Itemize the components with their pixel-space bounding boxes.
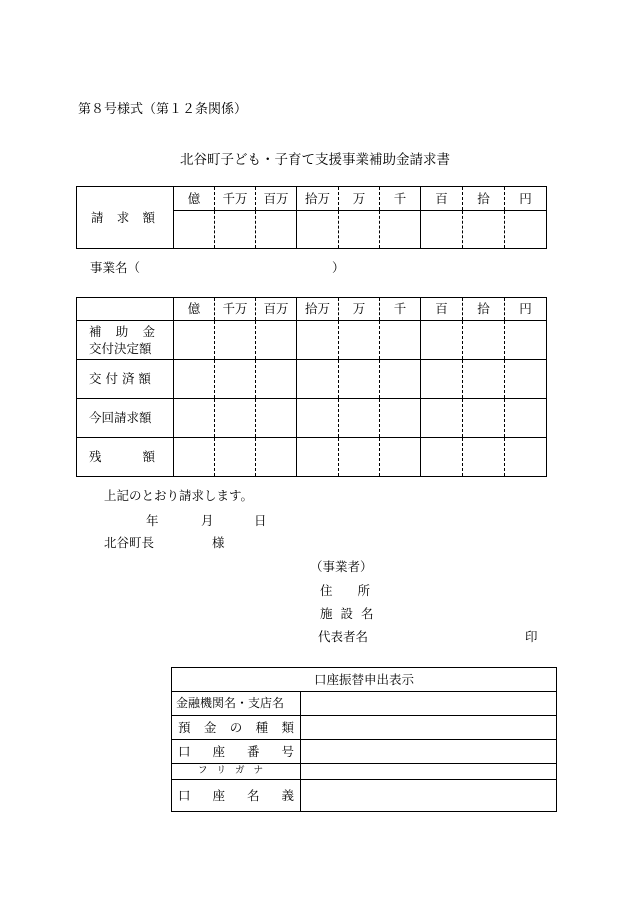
digit-cell[interactable] bbox=[215, 211, 256, 249]
decided-amount-line1: 補 助 金 bbox=[89, 323, 155, 339]
digit-cell[interactable] bbox=[297, 438, 339, 477]
unit-sen: 千 bbox=[380, 298, 421, 321]
unit-man: 万 bbox=[339, 187, 380, 211]
digit-cell[interactable] bbox=[256, 399, 297, 438]
unit-oku: 億 bbox=[174, 298, 215, 321]
unit-senman: 千万 bbox=[215, 187, 256, 211]
digit-cell[interactable] bbox=[297, 211, 339, 249]
digit-cell[interactable] bbox=[380, 360, 421, 399]
date-year: 年 bbox=[146, 513, 159, 528]
applicant-representative-field[interactable] bbox=[380, 625, 520, 643]
paid-amount-label: 交 付 済 額 bbox=[77, 360, 174, 399]
unit-juman: 拾万 bbox=[297, 187, 339, 211]
current-claim-label: 今回請求額 bbox=[77, 399, 174, 438]
request-statement: 上記のとおり請求します。 bbox=[104, 488, 254, 503]
unit-ju: 拾 bbox=[463, 187, 505, 211]
account-holder-label bbox=[172, 780, 301, 812]
digit-cell[interactable] bbox=[339, 399, 380, 438]
digit-cell[interactable] bbox=[463, 399, 505, 438]
furigana-label bbox=[172, 764, 301, 780]
claim-amount-table bbox=[76, 186, 547, 249]
digit-cell[interactable] bbox=[421, 321, 463, 360]
seal-mark: 印 bbox=[525, 629, 538, 644]
digit-cell[interactable] bbox=[215, 360, 256, 399]
applicant-address-field[interactable] bbox=[380, 579, 540, 597]
digit-cell[interactable] bbox=[174, 360, 215, 399]
digit-cell[interactable] bbox=[256, 360, 297, 399]
digit-cell[interactable] bbox=[297, 321, 339, 360]
balance-label-text: 残 額 bbox=[89, 449, 155, 465]
account-number-label bbox=[172, 740, 301, 764]
decided-amount-line2: 交付決定額 bbox=[89, 340, 152, 356]
bank-transfer-table bbox=[171, 667, 557, 812]
unit-hyaku: 百 bbox=[421, 298, 463, 321]
furigana-field[interactable] bbox=[301, 764, 557, 780]
addressee-name: 北谷町長 bbox=[104, 535, 155, 550]
applicant-heading: （事業者） bbox=[310, 559, 373, 574]
claim-amount-label-text: 請 求 額 bbox=[91, 209, 155, 225]
digit-cell[interactable] bbox=[380, 399, 421, 438]
digit-cell[interactable] bbox=[380, 321, 421, 360]
digit-cell[interactable] bbox=[505, 399, 547, 438]
digit-cell[interactable] bbox=[297, 360, 339, 399]
date-month: 月 bbox=[201, 513, 214, 528]
digit-cell[interactable] bbox=[421, 399, 463, 438]
unit-en: 円 bbox=[505, 298, 547, 321]
account-number-label-text: 口 座 番 号 bbox=[178, 743, 294, 759]
digit-cell[interactable] bbox=[505, 211, 547, 249]
page-title: 北谷町子ども・子育て支援事業補助金請求書 bbox=[180, 152, 450, 168]
digit-cell[interactable] bbox=[463, 360, 505, 399]
digit-cell[interactable] bbox=[215, 399, 256, 438]
digit-cell[interactable] bbox=[174, 321, 215, 360]
digit-cell[interactable] bbox=[421, 360, 463, 399]
digit-cell[interactable] bbox=[339, 321, 380, 360]
balance-label bbox=[77, 438, 174, 477]
digit-cell[interactable] bbox=[505, 360, 547, 399]
digit-cell[interactable] bbox=[505, 438, 547, 477]
unit-en: 円 bbox=[505, 187, 547, 211]
deposit-type-field[interactable] bbox=[301, 716, 557, 740]
digit-cell[interactable] bbox=[339, 211, 380, 249]
date-day: 日 bbox=[254, 513, 267, 528]
digit-cell[interactable] bbox=[297, 399, 339, 438]
account-holder-field[interactable] bbox=[301, 780, 557, 812]
project-name-close: ） bbox=[332, 260, 345, 275]
unit-hyakuman: 百万 bbox=[256, 187, 297, 211]
project-name-field[interactable] bbox=[150, 256, 330, 274]
unit-juman: 拾万 bbox=[297, 298, 339, 321]
header-empty-cell bbox=[77, 298, 174, 321]
digit-cell[interactable] bbox=[339, 360, 380, 399]
project-name-label: 事業名（ bbox=[90, 260, 141, 275]
claim-amount-label bbox=[77, 187, 174, 249]
digit-cell[interactable] bbox=[463, 438, 505, 477]
digit-cell[interactable] bbox=[380, 438, 421, 477]
digit-cell[interactable] bbox=[463, 321, 505, 360]
digit-cell[interactable] bbox=[174, 438, 215, 477]
digit-cell[interactable] bbox=[256, 438, 297, 477]
digit-cell[interactable] bbox=[421, 438, 463, 477]
unit-sen: 千 bbox=[380, 187, 421, 211]
addressee-honorific: 様 bbox=[212, 535, 225, 550]
unit-oku: 億 bbox=[174, 187, 215, 211]
digit-cell[interactable] bbox=[505, 321, 547, 360]
digit-cell[interactable] bbox=[174, 399, 215, 438]
subsidy-summary-table bbox=[76, 297, 547, 477]
account-holder-label-text: 口 座 名 義 bbox=[178, 787, 294, 803]
applicant-representative-label: 代表者名 bbox=[318, 629, 369, 644]
bank-name-label: 金融機関名・支店名 bbox=[172, 692, 301, 716]
form-number: 第８号様式（第１２条関係） bbox=[78, 102, 248, 117]
digit-cell[interactable] bbox=[339, 438, 380, 477]
unit-senman: 千万 bbox=[215, 298, 256, 321]
unit-ju: 拾 bbox=[463, 298, 505, 321]
applicant-address-label: 住 所 bbox=[320, 583, 371, 598]
digit-cell[interactable] bbox=[174, 211, 215, 249]
digit-cell[interactable] bbox=[256, 321, 297, 360]
applicant-facility-field[interactable] bbox=[380, 602, 540, 620]
deposit-type-label bbox=[172, 716, 301, 740]
digit-cell[interactable] bbox=[463, 211, 505, 249]
unit-man: 万 bbox=[339, 298, 380, 321]
applicant-facility-label: 施 設 名 bbox=[320, 606, 376, 621]
digit-cell[interactable] bbox=[380, 211, 421, 249]
deposit-type-label-text: 預 金 の 種 類 bbox=[178, 719, 294, 735]
digit-cell[interactable] bbox=[421, 211, 463, 249]
account-number-field[interactable] bbox=[301, 740, 557, 764]
digit-cell[interactable] bbox=[215, 321, 256, 360]
unit-hyakuman: 百万 bbox=[256, 298, 297, 321]
digit-cell[interactable] bbox=[215, 438, 256, 477]
digit-cell[interactable] bbox=[256, 211, 297, 249]
furigana-label-text: フ リ ガ ナ bbox=[198, 765, 267, 777]
bank-table-title: 口座振替申出表示 bbox=[172, 668, 557, 692]
decided-amount-label bbox=[77, 321, 174, 360]
unit-hyaku: 百 bbox=[421, 187, 463, 211]
bank-name-field[interactable] bbox=[301, 692, 557, 716]
